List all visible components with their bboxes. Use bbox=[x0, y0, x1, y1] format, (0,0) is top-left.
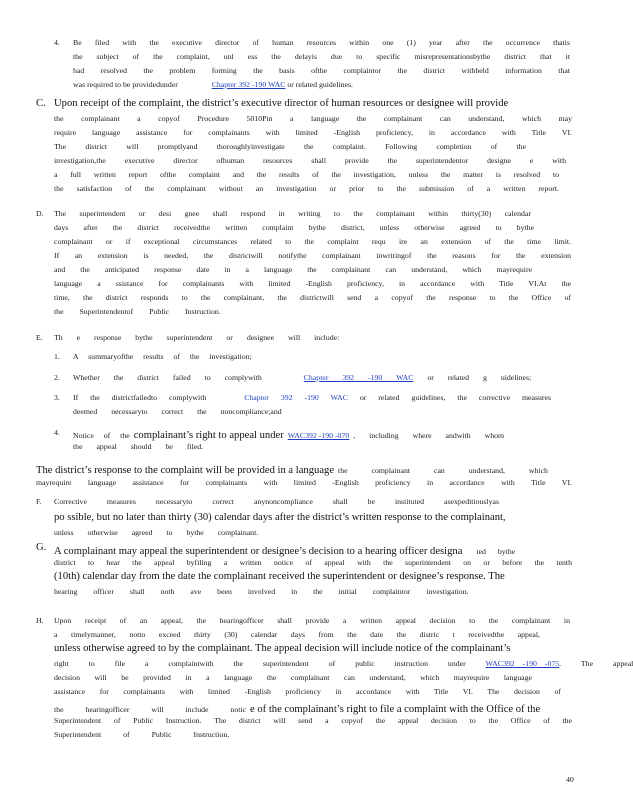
item-4-line-4-text: was required to be providedunder bbox=[73, 80, 178, 89]
section-h-line-4 bbox=[54, 657, 633, 671]
section-e-item-2-line bbox=[73, 371, 531, 385]
section-d-line-3: complainant or if exceptional circumstances related to the complaint requ ire an extension of the time limit. bbox=[54, 237, 571, 246]
section-h-line-4-before: right to file a complaintwith the superintendent of public instruction under bbox=[54, 659, 466, 668]
district-response-line-2: mayrequire language assistance for complainants with limited -English proficiency in accordance with Title VI. bbox=[36, 478, 572, 487]
section-e-item-4-label: 4. bbox=[54, 428, 60, 437]
section-d-line-7: time, the district responds to the complainant, the districtwill send a copyof the response to the Office of bbox=[54, 293, 571, 302]
section-d-line-2: days after the district receivedthe written complaint bythe district, unless otherwise agreed to bythe bbox=[54, 223, 534, 232]
section-d-label: D. bbox=[36, 209, 44, 218]
section-c-line-5: a full written report ofthe complaint and the results of the investigation, unless the matter is resolved to bbox=[54, 170, 559, 179]
section-c-line-3: The district will promptlyand thoroughlyinvestigate the complaint. Following completion of the bbox=[54, 142, 526, 151]
section-e-item-3-label: 3. bbox=[54, 393, 60, 402]
wac-link[interactable]: WAC392 -190 -075 bbox=[485, 659, 560, 668]
section-d-line-8: the Superintendentof Public Instruction. bbox=[54, 307, 221, 316]
section-g-line-2: district to hear the appeal byfiling a written notice of appeal with the superintendent on or before the tenth bbox=[54, 558, 572, 567]
page-number: 40 bbox=[566, 775, 574, 784]
wac-link[interactable]: Chapter 392 -190 WAC bbox=[303, 373, 414, 382]
section-c-line-2: require language assistance for complainants with limited -English proficiency, in accordance with Title VI. bbox=[54, 128, 572, 137]
section-e-item-4-before: Notice of the bbox=[73, 431, 130, 440]
section-h-line-9: Superintendent of Public Instruction. bbox=[54, 730, 230, 739]
section-c-line-6: the satisfaction of the complainant without an investigation or prior to the submission of a written report. bbox=[54, 184, 559, 193]
section-h-line-1: Upon receipt of an appeal, the hearingofficer shall provide a written appeal decision to the complainant in bbox=[54, 616, 570, 625]
section-g-lead-rest: ted bythe bbox=[476, 547, 516, 556]
section-c-line-1: the complainant a copyof Procedure 5010Pin a language the complainant can understand, which may bbox=[54, 114, 572, 123]
section-e-item-4-after: , including where andwith whom bbox=[353, 431, 505, 440]
item-4-line-2: the subject of the complaint, unl ess the delayis due to specific misrepresentationsbythe district that it bbox=[73, 52, 570, 61]
section-e-item-3-text: If the districtfailedto complywith bbox=[73, 393, 207, 402]
section-h-line-5: decision will be provided in a language the complainant can understand, which mayrequire language bbox=[54, 673, 532, 682]
section-e-item-3-line-2: deemed necessaryto correct the noncompliance;and bbox=[73, 407, 282, 416]
section-h-line-4-after: . The appeal bbox=[559, 659, 633, 668]
section-c-line-4: investigation,the executive director ofhuman resources shall provide the superintendentor designe e with bbox=[54, 156, 566, 165]
section-c-lead: Upon receipt of the complaint, the district’s executive director of human resources or designee will provide bbox=[54, 98, 509, 109]
section-f-label: F. bbox=[36, 497, 42, 506]
section-e-item-2-label: 2. bbox=[54, 373, 60, 382]
item-4-line-4 bbox=[73, 78, 570, 92]
section-h-label: H. bbox=[36, 616, 44, 625]
section-f-line-3: unless otherwise agreed to bythe complainant. bbox=[54, 528, 259, 537]
section-g-label: G. bbox=[36, 542, 47, 553]
section-e-item-2-text: Whether the district failed to complywith bbox=[73, 373, 262, 382]
item-4-after-link: or related guidelines. bbox=[287, 80, 353, 89]
section-d-line-5: and the anticipated response date in a language the complainant can understand, which mayrequire bbox=[54, 265, 532, 274]
section-f-line-1: Corrective measures necessaryto correct anynoncompliance shall be instituted asexpeditiouslyas bbox=[54, 497, 499, 506]
section-e-label: E. bbox=[36, 333, 43, 342]
section-g-line-4: hearing officer shall noth ave been involved in the initial complaintor investigation. bbox=[54, 587, 469, 596]
section-h-line-8: Superintendent of Public Instruction. The district will send a copyof the appeal decision to the Office of the bbox=[54, 716, 572, 725]
section-f-line-2: po ssible, but no later than thirty (30) calendar days after the district’s written response to the complainant, bbox=[54, 512, 506, 523]
section-e-intro: Th e response bythe superintendent or designee will include: bbox=[54, 333, 340, 342]
section-h-line-3: unless otherwise agreed to by the complainant. The appeal decision will include notice of the complainant’s bbox=[54, 643, 511, 654]
section-h-line-6: assistance for complainants with limited -English proficiency in accordance with Title VI. The decision of bbox=[54, 687, 561, 696]
section-e-item-4-line-2: the appeal should be filed. bbox=[73, 442, 204, 451]
section-d-line-6: language a ssistance for complainants with limited -English proficiency, in accordance with Title VI.At the bbox=[54, 279, 571, 288]
section-e-item-1-label: 1. bbox=[54, 352, 60, 361]
wac-reference: Chapter 392 -190 WAC bbox=[244, 393, 348, 402]
section-e-item-3-after: or related guidelines, the corrective measures bbox=[359, 393, 552, 402]
section-h-line-2: a timelymanner, notto exceed thirty (30) calendar days from the date the distric t receivedthe appeal, bbox=[54, 630, 540, 639]
item-4-line-1: Be filed with the executive director of human resources within one (1) year after the occurrence thatis bbox=[73, 38, 570, 47]
wac-link[interactable]: WAC392 -190 -070 bbox=[287, 431, 350, 440]
section-c-label: C. bbox=[36, 98, 46, 109]
section-e-item-4-bold: complainant’s right to appeal under bbox=[133, 430, 284, 441]
section-d-line-1: The superintendent or desi gnee shall respond in writing to the complainant within thirty(30) calendar bbox=[54, 209, 531, 218]
district-response-bold: The district’s response to the complaint will be provided in a language bbox=[36, 465, 335, 476]
item-4-line-3: had resolved the problem forming the basis ofthe complaintor the district withheld information that bbox=[73, 66, 570, 75]
section-h-line-7-bold: e of the complainant’s right to file a complaint with the Office of the bbox=[250, 704, 541, 715]
section-e-item-3-line-1 bbox=[73, 391, 570, 405]
item-4-label: 4. bbox=[54, 38, 60, 47]
district-response-rest: the complainant can understand, which bbox=[338, 466, 548, 475]
section-g-lead: A complainant may appeal the superintendent or designee’s decision to a hearing officer designa bbox=[54, 546, 463, 557]
section-g-line-3: (10th) calendar day from the date the complainant received the superintendent or designee’s response. The bbox=[54, 571, 505, 582]
section-d-line-4: If an extension is needed, the districtwill notifythe complainant inwritingof the reasons for the extension bbox=[54, 251, 571, 260]
section-e-item-2-after: or related g uidelines; bbox=[427, 373, 532, 382]
section-h-line-7-before: the hearingofficer will include notic bbox=[54, 705, 247, 714]
wac-link[interactable]: Chapter 392 -190 WAC bbox=[211, 80, 286, 89]
section-e-item-1-text: A summaryofthe results of the investigation; bbox=[73, 352, 252, 361]
